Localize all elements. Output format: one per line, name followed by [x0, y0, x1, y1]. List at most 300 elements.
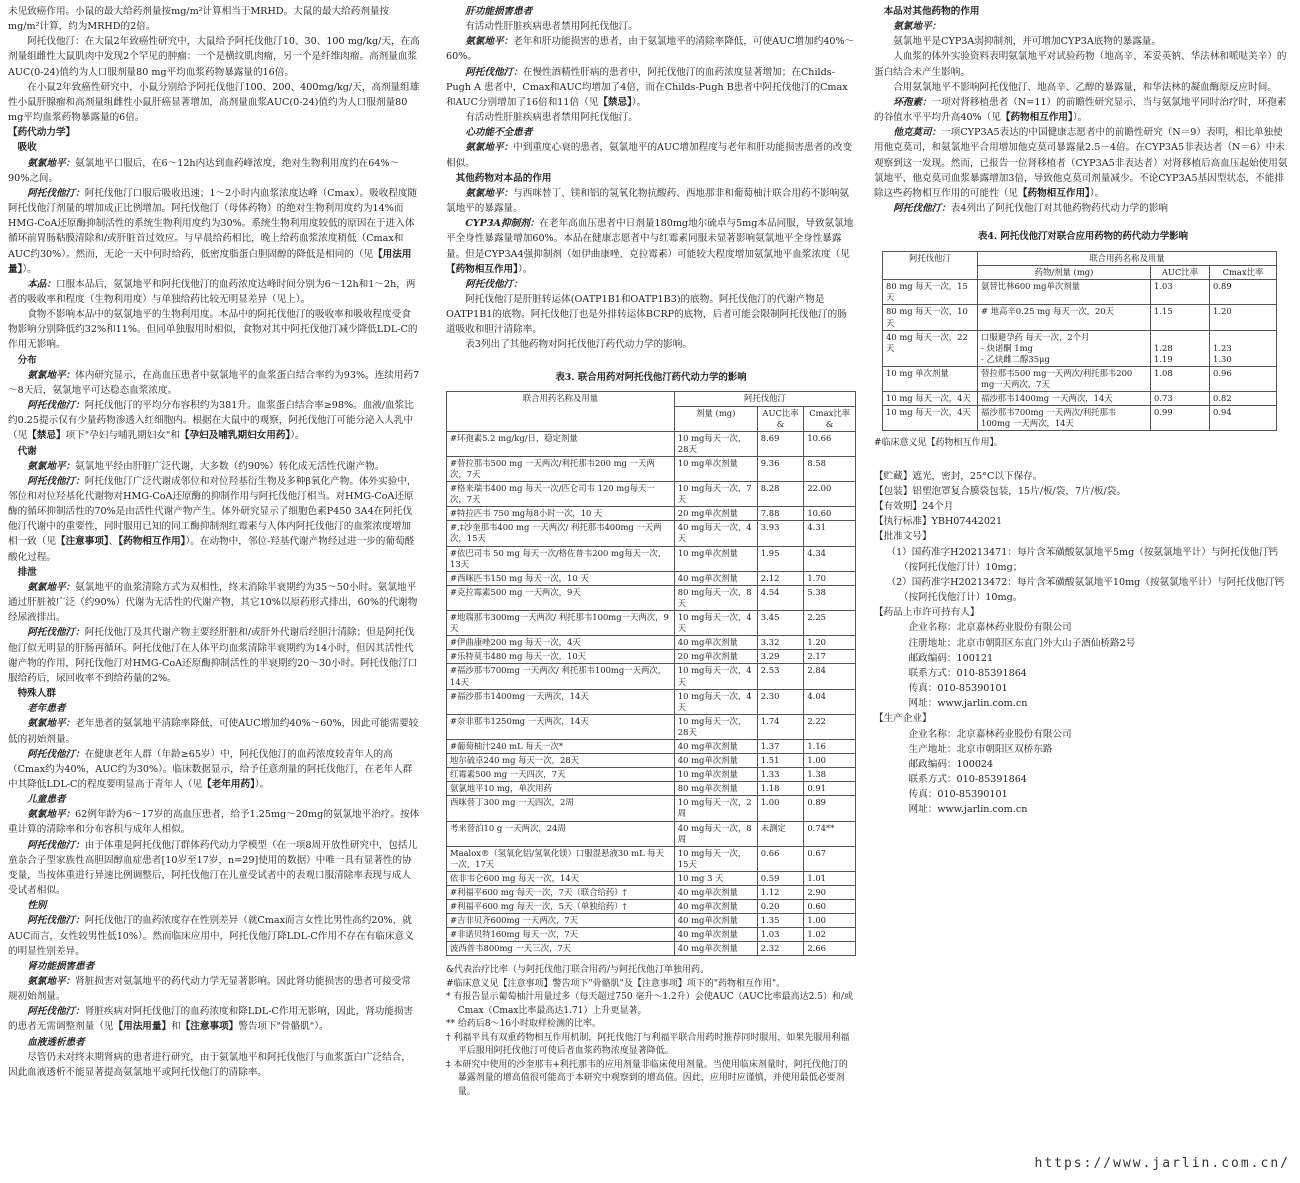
- table-row: [883, 330, 1277, 366]
- cell-auc-ratio: 1.51: [757, 754, 804, 768]
- cell-drug: #依巴司韦 50 mg 每天一次/格佐普韦200 mg每天一次，13天: [447, 546, 675, 571]
- table-header: AUC比率: [1151, 266, 1210, 280]
- table-header: Cmax比率&: [804, 406, 856, 431]
- text: 中到重度心衰的患者，氨氯地平的AUC增加程度与老年和肝功能损害患者的改变相似。: [446, 142, 853, 169]
- table-row: [447, 689, 856, 714]
- cell-drug: #奈非那韦1250mg 一天两次，14天: [447, 714, 675, 739]
- cell-auc-ratio: 2.30: [757, 689, 804, 714]
- cell-cmax-ratio: 1.20: [804, 636, 856, 650]
- cell-cmax-ratio: 0.89: [804, 796, 856, 821]
- text: ）。: [631, 96, 647, 108]
- table-header: 阿托伐他汀: [674, 392, 855, 406]
- drug-label: 氨氯地平：: [465, 187, 514, 199]
- cell-drug: #乐特莫韦480 mg 每天一次，10天: [447, 650, 675, 664]
- cell-cmax-ratio: 0.60: [804, 900, 856, 914]
- holder-block: [874, 620, 1292, 711]
- text: 阿托伐他汀口服后吸收迅速；1～2小时内血浆浓度达峰（Cmax）。吸收程度随阿托伐他汀剂量的增加成正比例增加。阿托伐他汀（母体药物）的绝对生物利用度约为14%而HMG-CoA还原酶抑制活性的系统生物利用度约为30%。系统生物利用度较低的原因在于进入体循环前胃肠粘膜清除和/或肝脏首过效应。与早晨给药相比，晚上给药血浆浓度稍低（Cmax和AUC约30%）。然而，无论一天中何时给药，低密度脂蛋白胆固醇的降低是相同的（见: [8, 187, 418, 260]
- cell-cmax-ratio: 0.89: [1210, 280, 1277, 305]
- cell-cmax-ratio: 4.04: [804, 689, 856, 714]
- paragraph: [8, 156, 420, 186]
- manufacturer-block: [874, 727, 1292, 818]
- drug-label: 阿托伐他汀：: [27, 915, 85, 927]
- table-row: [447, 571, 856, 585]
- cell-auc-ratio: 4.54: [757, 585, 804, 610]
- cell-atorvastatin-dose: 80 mg 每天一次，10天: [883, 305, 978, 330]
- cell-auc-ratio: 0.20: [757, 900, 804, 914]
- subheading: 排泄: [17, 566, 37, 578]
- cell-auc-ratio: 3.93: [757, 521, 804, 546]
- cell-dose: 40 mg单次剂量: [674, 914, 757, 928]
- cell-auc-ratio: 8.69: [757, 431, 804, 456]
- subheading: 分布: [17, 354, 37, 366]
- table-row: [883, 280, 1277, 305]
- cell-cmax-ratio: 1.02: [804, 928, 856, 942]
- cell-auc-ratio: 1.33: [757, 768, 804, 782]
- text: 阿托伐他汀及其代谢产物主要经肝脏和/或肝外代谢后经胆汁清除；但是阿托伐他汀似无明显的肝肠再循环。阿托伐他汀在人体平均血浆清除半衰期约为14小时，但因其活性代谢产物的作用，阿托伐他汀对HMG-CoA还原酶抑制活性的半衰期约20～30小时。阿托伐他汀口服给药后，尿回收率不到给药量的2%。: [8, 627, 418, 684]
- cell-auc-ratio: 未测定: [757, 821, 804, 846]
- cell-cmax-ratio: 22.00: [804, 482, 856, 507]
- drug-label: 阿托伐他汀：: [27, 1006, 85, 1018]
- holder-line: 注册地址：北京市朝阳区东直门外大山子酒仙桥路2号: [908, 637, 1136, 649]
- approval-item: （1）国药准字H20213471：每片含苯磺酸氨氯地平5mg（按氨氯地平计）与阿托伐他汀钙（按阿托伐他汀计）10mg；: [886, 546, 1279, 573]
- footnote: #临床意义见【药物相互作用】。: [874, 438, 1004, 449]
- drug-label: 阿托伐他汀：: [27, 475, 85, 487]
- cell-cmax-ratio: 8.58: [804, 456, 856, 481]
- standard: 【执行标准】YBH07442021: [874, 516, 1003, 528]
- cell-drug: #利福平600 mg 每天一次，5天（单独给药）†: [447, 900, 675, 914]
- table-row: [447, 636, 856, 650]
- paragraph: 尽管仍未对终末期肾病的患者进行研究，由于氨氯地平和阿托伐他汀与血浆蛋白广泛结合，因此血液透析不能显著提高氨氯地平或阿托伐他汀的清除率。: [8, 1051, 411, 1078]
- cell-dose: 10 mg每天一次，7天: [674, 482, 757, 507]
- cell-cmax-ratio: 1.23 1.30: [1210, 330, 1277, 366]
- cell-auc-ratio: 1.15: [1151, 305, 1210, 330]
- text: 老年患者的氨氯地平清除率降低，可使AUC增加约40%～60%，因此可能需要较低的初始剂量。: [8, 718, 419, 745]
- cell-dose: 20 mg单次剂量: [674, 650, 757, 664]
- cell-drug: #格来瑞韦400 mg 每天一次/匹仑司韦 120 mg每天一次，7天: [447, 482, 675, 507]
- drug-label: CYP3A抑制剂：: [465, 218, 540, 230]
- holder-line: 企业名称：北京嘉林药业股份有限公司: [908, 622, 1072, 634]
- paragraph: [874, 125, 1292, 201]
- text: 一项对肾移植患者（N=11）的前瞻性研究显示，当与氨氯地平同时治疗时，环孢素的谷值水平平均升高40%（见: [874, 96, 1287, 124]
- cell-cmax-ratio: 2.66: [804, 942, 856, 956]
- paragraph: [874, 95, 1292, 125]
- cell-auc-ratio: 1.03: [757, 928, 804, 942]
- cell-auc-ratio: 1.37: [757, 739, 804, 753]
- table-row: [883, 305, 1277, 330]
- cell-cmax-ratio: 0.67: [804, 846, 856, 871]
- cell-auc-ratio: 7.88: [757, 507, 804, 521]
- manufacturer-line: 联系方式：010-85391864: [908, 773, 1027, 785]
- cell-drug: Maalox®（氢氧化铝/氢氧化镁）口服混悬液30 mL 每天一次，17天: [447, 846, 675, 871]
- text: 氨氯地平经由肝脏广泛代谢，大多数（约90%）转化成无活性代谢产物。: [75, 460, 385, 472]
- text: ）。: [517, 263, 533, 275]
- drug-label: 阿托伐他汀：: [893, 203, 951, 215]
- table-caption: 表4. 阿托伐他汀对联合应用药物的药代动力学影响: [978, 231, 1188, 243]
- paragraph: [8, 1004, 420, 1034]
- cell-cmax-ratio: 0.94: [1210, 406, 1277, 431]
- text: 氨氯地平口服后，在6～12h内达到血药峰浓度，绝对生物利用度约在64%～90%之间。: [8, 157, 400, 184]
- drug-label: 氨氯地平：: [27, 718, 76, 730]
- cell-auc-ratio: 0.99: [1151, 406, 1210, 431]
- cell-cmax-ratio: 4.31: [804, 521, 856, 546]
- cross-reference: 【药物相互作用】: [1000, 112, 1073, 124]
- cell-cmax-ratio: 4.34: [804, 546, 856, 571]
- footnote: ** 给药后8～16小时取样检测的比率。: [446, 1019, 602, 1030]
- column-left: [8, 4, 420, 1080]
- cell-drug: #地瑞那韦300mg一天两次/ 利托那韦100mg一天两次，9天: [447, 611, 675, 636]
- cell-dose: 10 mg每天一次，2周: [674, 796, 757, 821]
- table3-notes: [446, 964, 856, 1099]
- cross-reference: 【注意事项】: [180, 1021, 239, 1033]
- cell-dose: 10 mg每天一次，4天: [674, 689, 757, 714]
- table-row: [447, 714, 856, 739]
- cell-drug: 西咪替丁300 mg 一天四次，2周: [447, 796, 675, 821]
- table-row: [883, 406, 1277, 431]
- drug-label: 氨氯地平：: [465, 36, 514, 48]
- cell-drug: 波西普韦800mg 一天三次，7天: [447, 942, 675, 956]
- paragraph: [8, 807, 420, 837]
- cell-drug: 红霉素500 mg 一天四次，7天: [447, 768, 675, 782]
- cell-drug: 考来替泊10 g 一天两次，24周: [447, 821, 675, 846]
- footnote: #临床意义见【注意事项】警告项下"骨骼肌"及【注意事项】项下的"药物相互作用"。: [446, 978, 786, 989]
- cell-drug: #利福平600 mg 每天一次，7天（联合给药）†: [447, 886, 675, 900]
- paragraph: [8, 913, 420, 958]
- text: 肾脏损害对氨氯地平的药代动力学无显著影响。因此肾功能损害的患者可接受常规初始剂量。: [8, 976, 411, 1003]
- table-row: [447, 482, 856, 507]
- cell-dose: 40 mg单次剂量: [674, 754, 757, 768]
- paragraph: 未见致癌作用。小鼠的最大给药剂量按mg/m²计算相当于MRHD。大鼠的最大给药剂量按mg/m²计算，约为MRHD的2倍。: [8, 6, 390, 33]
- text: ）。: [1089, 187, 1105, 199]
- cell-cmax-ratio: 1.70: [804, 571, 856, 585]
- table3: [446, 391, 856, 956]
- subheading-italic: 心功能不全患者: [465, 127, 533, 139]
- cell-auc-ratio: 1.00: [757, 796, 804, 821]
- paragraph: [8, 580, 420, 625]
- table-header: 联合用药名称及用量: [447, 392, 675, 431]
- table-header: Cmax比率: [1210, 266, 1277, 280]
- text: 阿托伐他汀的平均分布容积约为381升。血浆蛋白结合率≥98%。血液/血浆比约0.25提示仅有少量药物渗透入红细胞内。根据在大鼠中的观察，阿托伐他汀可能分泌入人乳中（见: [8, 400, 414, 442]
- paragraph: 食物不影响本品中的氨氯地平的生物利用度。本品中的阿托伐他汀的吸收率和吸收程度受食物影响分别降低约32%和11%。但同单独服用时相似，食物对其中阿托伐他汀减少降低LDL-C的作用无影响。: [8, 309, 418, 351]
- cell-atorvastatin-dose: 10 mg 每天一次，4天: [883, 406, 978, 431]
- text: 阿托伐他汀的血药浓度存在性别差异（就Cmax而言女性比男性高约20%，就AUC而言，女性较男性低10%）。然而临床应用中，阿托伐他汀降LDL-C作用不存在有临床意义的明显性别差异。: [8, 915, 414, 957]
- table-row: [447, 664, 856, 689]
- subheading-italic: 肾功能损害患者: [27, 960, 95, 972]
- cell-drug: 地尔硫卓240 mg 每天一次，28天: [447, 754, 675, 768]
- text: 在健康老年人群（年龄≥65岁）中，阿托伐他汀的血药浓度较青年人的高（Cmax约为40%，AUC约为30%）。临床数据显示，给予任意剂量的阿托伐他汀，在老年人群中其降低LDL-C的程度要明显高于青年人（见: [8, 748, 413, 790]
- table-header: 剂量 (mg): [674, 406, 757, 431]
- cell-dose: 40 mg单次剂量: [674, 928, 757, 942]
- text: 由于体重是阿托伐他汀群体药代动力学模型（在一项8周开放性研究中，包括儿童杂合子型家族性高胆固醇血症患者[10岁至17岁，n=29]使用的数据）中唯一具有显著性的协变量，当按体重进行异速比例调整后，阿托伐他汀在儿童受试者中的表观口服清除率表现与成人受试者相似。: [8, 839, 418, 897]
- paragraph: [8, 459, 420, 474]
- drug-label: 阿托伐他汀：: [27, 839, 85, 851]
- cell-dose: 10 mg 3 天: [674, 871, 757, 885]
- paragraph: 阿托伐他汀：在大鼠2年致癌性研究中，大鼠给予阿托伐他汀10、30、100 mg/kg/天，在高剂量组雌性大鼠肌肉中发现2个罕见的肿瘤：一个是横纹肌肉瘤，另一个是纤维肉瘤。高剂量血浆AUC(0-24)值约为人口服剂量80 mg平均血浆药物暴露量的16倍。: [8, 36, 420, 78]
- approval-heading: 【批准文号】: [874, 531, 932, 543]
- cross-reference: 【药物相互作用】: [446, 263, 518, 275]
- table-row: [447, 585, 856, 610]
- paragraph: [8, 186, 420, 277]
- text: 在慢性酒精性肝病的患者中，阿托伐他汀的血药浓度显著增加；在Childs-Pugh A 患者中，Cmax和AUC均增加了4倍，而在Childs-Pugh B患者中阿托伐他汀的Cmax和AUC分别增加了16倍和11倍（见: [446, 66, 848, 108]
- text: ）。: [22, 263, 37, 275]
- cell-auc-ratio: 0.73: [1151, 392, 1210, 406]
- text: 和: [171, 1021, 181, 1033]
- subheading: 吸收: [17, 142, 37, 154]
- package: 【包装】铝塑泡罩复合膜袋包装，15片/板/袋，7片/板/袋。: [874, 486, 1126, 498]
- column-middle: [446, 4, 856, 1099]
- table-row: [447, 456, 856, 481]
- paragraph: [446, 216, 856, 277]
- paragraph: [8, 474, 420, 565]
- text: 一项CYP3A5表达的中国健康志愿者中的前瞻性研究（N＝9）表明，相比单独使用他克莫司，和氨氯地平合用增加他克莫司暴露量2.5－4倍。在CYP3A5非表达者（N＝6）中未观察到这一发现。然而，已报告一位肾移植者（CYP3A5非表达者）对肾移植后高血压起始使用氨氯地平，他克莫司血浆暴露增加3倍，导致他克莫司剂量减少。不论CYP3A5基因型状态，不能排除这些药物相互作用的可能性（见: [874, 127, 1288, 199]
- cell-auc-ratio: 1.08: [1151, 366, 1210, 391]
- drug-label: 阿托伐他汀：: [27, 627, 85, 639]
- table-row: [447, 871, 856, 885]
- paragraph: [8, 747, 420, 792]
- table-row: [447, 886, 856, 900]
- paragraph: 有活动性肝脏疾病患者禁用阿托伐他汀。: [465, 112, 638, 124]
- cell-drug: #环孢素5.2 mg/kg/日，稳定剂量: [447, 431, 675, 456]
- drug-label: 氨氯地平：: [27, 809, 76, 821]
- table-row: [447, 507, 856, 521]
- table-row: [447, 431, 856, 456]
- cell-auc-ratio: 3.29: [757, 650, 804, 664]
- manufacturer-line: 生产地址：北京市朝阳区双桥东路: [908, 743, 1053, 755]
- holder-line: 邮政编码：100121: [908, 652, 994, 664]
- paragraph: 在小鼠2年致癌性研究中，小鼠分别给予阿托伐他汀100、200、400mg/kg/天，高剂量组雄性小鼠肝腺瘤和高剂量组雌性小鼠肝癌显著增加，高剂量血浆AUC(0-24)值约为人口服剂量80 mg平均血浆药物暴露量的6倍。: [8, 81, 420, 124]
- cell-cmax-ratio: 1.01: [804, 871, 856, 885]
- cell-drug: 氨替比林600 mg单次剂量: [978, 280, 1151, 305]
- drug-label: 氨氯地平：: [27, 581, 76, 593]
- paragraph: [446, 140, 856, 170]
- cell-dose: 10 mg每天一次，4天: [674, 611, 757, 636]
- cell-auc-ratio: 1.12: [757, 886, 804, 900]
- paragraph: [874, 201, 1292, 216]
- table4: [882, 251, 1277, 431]
- footnote: * 有报告显示葡萄柚汁用量过多（每天超过750 毫升～1.2升）会使AUC（AUC比率最高达2.5）和/或Cmax（Cmax比率最高达1.71）上升更显著。: [446, 992, 854, 1016]
- cell-cmax-ratio: 0.82: [1210, 392, 1277, 406]
- table-row: [447, 521, 856, 546]
- cross-reference: 【老年用药】: [202, 778, 255, 790]
- paragraph: [8, 277, 420, 307]
- cell-drug: 替拉那韦500 mg一天两次/利托那韦200 mg一天两次，7天: [978, 366, 1151, 391]
- cell-dose: 10 mg单次剂量: [674, 768, 757, 782]
- text: ）。: [254, 778, 270, 790]
- table-header: 阿托伐他汀: [883, 252, 978, 280]
- text: 体内研究显示，在高血压患者中氨氯地平的血浆蛋白结合率约为93%。连续用药7～8天后，氨氯地平可达稳态血浆浓度。: [8, 369, 420, 396]
- cell-cmax-ratio: 0.91: [804, 782, 856, 796]
- paragraph: 阿托伐他汀是肝脏转运体(OATP1B1和OATP1B3)的底物。阿托伐他汀的代谢产物是OATP1B1的底物。阿托伐他汀也是外排转运体BCRP的底物，后者可能会限制阿托伐他汀的肠道吸收和胆汁清除率。: [446, 293, 847, 336]
- validity: 【有效期】24个月: [874, 501, 954, 513]
- paragraph: 氨氯地平是CYP3A弱抑制剂，并可增加CYP3A底物的暴露量。: [893, 36, 1161, 48]
- subheading-italic: 性别: [27, 900, 47, 912]
- cell-cmax-ratio: 1.00: [804, 754, 856, 768]
- manufacturer-line: 企业名称：北京嘉林药业股份有限公司: [908, 728, 1072, 740]
- paragraph: [8, 368, 420, 398]
- cross-reference: 【药物相互作用】: [1017, 187, 1090, 199]
- text: ）。: [1072, 112, 1088, 124]
- cross-reference: 【禁忌】: [27, 430, 66, 442]
- product-info: [874, 469, 1292, 818]
- cell-auc-ratio: 3.45: [757, 611, 804, 636]
- table-header: AUC比率&: [757, 406, 804, 431]
- footnote: † 利福平具有双重药物相互作用机制，阿托伐他汀与利福平联合用药时推荐同时服用，如果先服用利福平后服用阿托伐他汀可使后者血浆药物浓度显著降低。: [446, 1032, 850, 1057]
- holder-line: 传真：010-85390101: [908, 683, 1008, 695]
- cell-drug: #替拉那韦500 mg 一天两次/利托那韦200 mg 一天两次，7天: [447, 456, 675, 481]
- cell-drug: #西咪匹韦150 mg 每天一次，10 天: [447, 571, 675, 585]
- text: 62例年龄为6～17岁的高血压患者，给予1.25mg～20mg的氨氯地平治疗。按体重计算的清除率和分布容积与成年人相似。: [8, 809, 420, 836]
- subheading-italic: 血液透析患者: [27, 1036, 85, 1048]
- drug-label: 本品：: [27, 278, 56, 290]
- table-row: [447, 611, 856, 636]
- cell-auc-ratio: 2.53: [757, 664, 804, 689]
- cell-drug: #福沙那韦700mg 一天两次/ 利托那韦100mg一天两次，14天: [447, 664, 675, 689]
- cell-cmax-ratio: 1.00: [804, 914, 856, 928]
- cell-dose: 10 mg每天一次，28天: [674, 714, 757, 739]
- cross-reference: 【药物相互作用】: [118, 536, 186, 548]
- table-row: [447, 821, 856, 846]
- drug-label: 阿托伐他汀：: [27, 400, 85, 412]
- subheading: 特殊人群: [17, 688, 56, 700]
- holder-line: 联系方式：010-85391864: [908, 667, 1027, 679]
- text: 老年和肝功能损害的患者，由于氨氯地平的清除率降低，可使AUC增加约40%～60%。: [446, 36, 855, 63]
- table-row: [447, 782, 856, 796]
- cell-dose: 40 mg单次剂量: [674, 942, 757, 956]
- cell-drug: #特拉匹韦 750 mg每8小时一次，10 天: [447, 507, 675, 521]
- text: 、: [108, 536, 119, 548]
- subheading: 本品对其他药物的作用: [883, 6, 980, 17]
- cell-drug: #克拉霉素500 mg 一天两次，9天: [447, 585, 675, 610]
- drug-label: 氨氯地平：: [465, 142, 514, 154]
- table-row: [447, 942, 856, 956]
- drug-label: 阿托伐他汀：: [27, 187, 85, 199]
- cross-reference: 【注意事项】: [55, 536, 109, 548]
- table3-body: [447, 431, 856, 956]
- cell-auc-ratio: 1.35: [757, 914, 804, 928]
- approval-item: （2）国药准字H20213472：每片含苯磺酸氨氯地平10mg（按氨氯地平计）与阿托伐他汀钙（按阿托伐他汀计）10mg。: [886, 576, 1285, 604]
- subheading: 其他药物对本品的作用: [455, 172, 552, 184]
- text: 表4列出了阿托伐他汀对其他药物药代动力学的影响: [950, 203, 1168, 215]
- cell-cmax-ratio: 5.38: [804, 585, 856, 610]
- cell-dose: 80 mg每天一次，8天: [674, 585, 757, 610]
- table-row: [447, 846, 856, 871]
- cell-dose: 20 mg单次剂量: [674, 507, 757, 521]
- drug-label: 环孢素：: [893, 96, 932, 108]
- cell-dose: 10 mg单次剂量: [674, 456, 757, 481]
- manufacturer-line: 传真：010-85390101: [908, 789, 1008, 801]
- cell-dose: 80 mg单次剂量: [674, 782, 757, 796]
- watermark-url: https://www.jarlin.com.cn/: [1034, 1156, 1290, 1172]
- cell-dose: 10 mg单次剂量: [674, 546, 757, 571]
- subheading: 代谢: [17, 445, 37, 457]
- holder-line: 网址：www.jarlin.com.cn: [908, 698, 1028, 710]
- cell-cmax-ratio: 2.90: [804, 886, 856, 900]
- text: ）。: [290, 430, 305, 442]
- cell-dose: 40 mg单次剂量: [674, 739, 757, 753]
- cross-reference: 【用法用量】: [113, 1021, 172, 1033]
- cross-reference: 【禁忌】: [598, 96, 632, 108]
- table-row: [883, 392, 1277, 406]
- cell-cmax-ratio: 1.20: [1210, 305, 1277, 330]
- drug-label: 他克莫司：: [893, 127, 942, 139]
- cell-auc-ratio: 1.18: [757, 782, 804, 796]
- paragraph: 有活动性肝脏疾病患者禁用阿托伐他汀。: [465, 21, 638, 33]
- table4-body: [883, 280, 1277, 431]
- table-row: [447, 650, 856, 664]
- table-row: [447, 796, 856, 821]
- text: 阿托伐他汀广泛代谢成邻位和对位羟基衍生物及多种β氧化产物。体外实验中，邻位和对位羟基化代谢物对HMG-CoA还原酶的抑制作用与阿托伐他汀相当。对HMG-CoA还原酶的循环抑制活性的70%是由活性代谢产物产生。体外研究显示了细胞色素P450 3A4在阿托伐他汀代谢中的重要性，同时服用已知的同工酶抑制剂红霉素与人体内阿托伐他汀的血浆浓度增加相一致（见: [8, 475, 417, 548]
- cell-drug: #吉非贝齐600mg 一天两次，7天: [447, 914, 675, 928]
- cell-dose: 10 mg每天一次，15天: [674, 846, 757, 871]
- cross-reference: 【用法用量】: [8, 248, 412, 275]
- paragraph: [8, 838, 420, 899]
- table-row: [447, 928, 856, 942]
- cell-auc-ratio: 1.74: [757, 714, 804, 739]
- cell-atorvastatin-dose: 10 mg 单次剂量: [883, 366, 978, 391]
- column-right: [874, 4, 1292, 817]
- cell-cmax-ratio: 10.66: [804, 431, 856, 456]
- table-row: [447, 914, 856, 928]
- paragraph: 人血浆的体外实验资料表明氨氯地平对试验药物（地高辛、苯妥英钠、华法林和哌哒美辛）的蛋白结合未产生影响。: [874, 51, 1287, 78]
- cell-dose: 40 mg单次剂量: [674, 571, 757, 585]
- table-row: [447, 546, 856, 571]
- holder-heading: 【药品上市许可持有人】: [874, 607, 980, 619]
- paragraph: [446, 65, 856, 110]
- drug-label: 氨氯地平：: [893, 21, 942, 33]
- table-row: [447, 754, 856, 768]
- cell-cmax-ratio: 2.17: [804, 650, 856, 664]
- cell-dose: 40 mg单次剂量: [674, 900, 757, 914]
- paragraph: [8, 398, 420, 443]
- cell-cmax-ratio: 2.22: [804, 714, 856, 739]
- manufacturer-line: 网址：www.jarlin.com.cn: [908, 804, 1028, 816]
- drug-label: 阿托伐他汀：: [465, 66, 523, 78]
- cell-dose: 10 mg每天一次，28天: [674, 431, 757, 456]
- table-caption: 表3. 联合用药对阿托伐他汀药代动力学的影响: [555, 371, 747, 383]
- cell-drug: 依非韦仑600 mg 每天一次，14天: [447, 871, 675, 885]
- paragraph: [446, 277, 856, 292]
- table-row: [447, 768, 856, 782]
- cell-dose: 40 mg单次剂量: [674, 886, 757, 900]
- cell-dose: 40 mg每天一次，4天: [674, 521, 757, 546]
- text: 与西咪替丁、镁和铝的氢氧化物抗酸药、西地那非和葡萄柚汁联合用药不影响氨氯地平的暴露量。: [446, 187, 849, 215]
- cell-auc-ratio: 2.32: [757, 942, 804, 956]
- cell-auc-ratio: 0.66: [757, 846, 804, 871]
- cell-cmax-ratio: 10.60: [804, 507, 856, 521]
- text: 项下"孕妇与哺乳期妇女"和: [65, 430, 180, 442]
- table-header: 药物/剂量 (mg): [978, 266, 1151, 280]
- cell-auc-ratio: 2.12: [757, 571, 804, 585]
- cell-auc-ratio: 1.03: [1151, 280, 1210, 305]
- footnote: ‡ 本研究中使用的沙奎那韦+利托那韦的应用剂量非临床使用剂量。当使用临床剂量时，阿托伐他汀的暴露剂量的增高值很可能高于本研究中观察到的增高值。因此，应用时应谨慎，并使用最低必要剂量。: [446, 1059, 848, 1097]
- paragraph: [8, 716, 420, 746]
- cell-auc-ratio: 9.36: [757, 456, 804, 481]
- subheading-italic: 老年患者: [27, 703, 66, 715]
- cell-drug: 口服避孕药 每天一次，2个月 - 炔诺酮 1mg - 乙炔雌二醇35μg: [978, 330, 1151, 366]
- text: 氨氯地平的血浆清除方式为双相性，终末消除半衰期约为35～50小时。氨氯地平通过肝脏被广泛（约90%）代谢为无活性的代谢产物，其它10%以原药形式排出，60%的代谢物经尿液排出。: [8, 581, 418, 624]
- cross-reference: 【孕妇及哺乳期妇女用药】: [179, 430, 291, 442]
- manufacturer-line: 邮政编码：100024: [908, 758, 994, 770]
- cell-cmax-ratio: 0.74**: [804, 821, 856, 846]
- drug-label: 氨氯地平：: [27, 976, 76, 987]
- drug-label: 氨氯地平：: [27, 369, 76, 381]
- paragraph: 表3列出了其他药物对阿托伐他汀药代动力学的影响。: [465, 339, 692, 351]
- text: 警告项下"骨骼肌"）。: [238, 1021, 329, 1033]
- cell-atorvastatin-dose: 40 mg 每天一次，22天: [883, 330, 978, 366]
- section-header: 【药代动力学】: [8, 127, 76, 139]
- paragraph: [8, 974, 420, 1004]
- cell-auc-ratio: 1.28 1.19: [1151, 330, 1210, 366]
- storage: 【贮藏】遮光，密封，25°C以下保存。: [874, 470, 1043, 482]
